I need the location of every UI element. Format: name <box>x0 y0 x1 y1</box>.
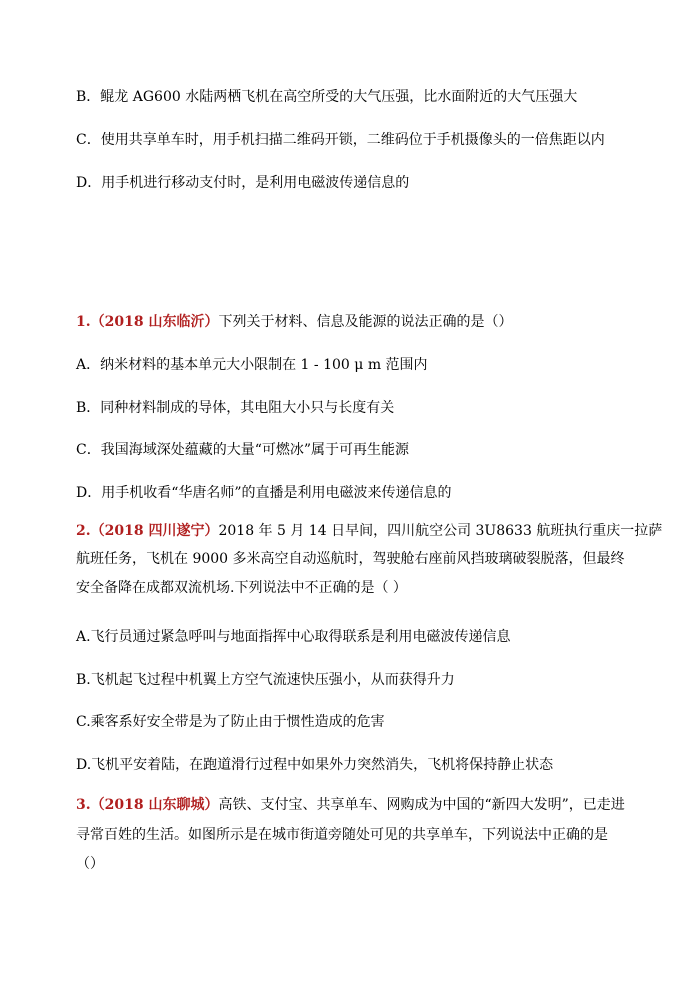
question-2-option-b: B.飞机起飞过程中机翼上方空气流速快压强小，从而获得升力 <box>76 672 455 688</box>
question-3-text-1: 高铁、支付宝、共享单车、网购成为中国的“新四大发明”，已走进 <box>218 797 625 813</box>
question-1-option-d: D．用手机收看“华唐名师”的直播是利用电磁波来传递信息的 <box>76 485 452 501</box>
question-3-source-tag: 3.（2018 山东聊城） <box>76 797 219 813</box>
question-3-stem-line-3: （） <box>76 856 104 872</box>
question-1-option-a: A．纳米材料的基本单元大小限制在 1 - 100 μ m 范围内 <box>76 357 428 373</box>
question-3-stem-line-1 <box>76 795 625 815</box>
question-2-option-c: C.乘客系好安全带是为了防止由于惯性造成的危害 <box>76 714 385 730</box>
question-1-text: 下列关于材料、信息及能源的说法正确的是（） <box>218 314 513 330</box>
question-2-option-a: A.飞行员通过紧急呼叫与地面指挥中心取得联系是利用电磁波传递信息 <box>76 629 511 645</box>
option-b-top: B．鲲龙 AG600 水陆两栖飞机在高空所受的大气压强，比水面附近的大气压强大 <box>76 89 578 105</box>
question-2-source-tag: 2.（2018 四川遂宁） <box>76 523 219 539</box>
question-2-stem-line-2: 航班任务，飞机在 9000 多米高空自动巡航时，驾驶舱右座前风挡玻璃破裂脱落，但最终 <box>76 551 625 567</box>
question-1-stem <box>76 312 512 332</box>
question-3-stem-line-2: 寻常百姓的生活。如图所示是在城市街道旁随处可见的共享单车，下列说法中正确的是 <box>76 827 608 843</box>
question-2-text-1: 2018 年 5 月 14 日早间，四川航空公司 3U8633 航班执行重庆一拉萨 <box>218 523 663 539</box>
question-1-option-c: C．我国海域深处蕴藏的大量“可燃冰”属于可再生能源 <box>76 442 410 458</box>
option-c-top: C．使用共享单车时，用手机扫描二维码开锁，二维码位于手机摄像头的一倍焦距以内 <box>76 132 605 148</box>
question-2-stem-line-1 <box>76 521 662 541</box>
question-1-source-tag: 1.（2018 山东临沂） <box>76 314 219 330</box>
question-2-option-d: D.飞机平安着陆，在跑道滑行过程中如果外力突然消失，飞机将保持静止状态 <box>76 757 554 773</box>
question-2-stem-line-3: 安全备降在成都双流机场.下列说法中不正确的是（ ） <box>76 580 407 596</box>
option-d-top: D．用手机进行移动支付时，是利用电磁波传递信息的 <box>76 175 410 191</box>
question-1-option-b: B．同种材料制成的导体，其电阻大小只与长度有关 <box>76 400 395 416</box>
